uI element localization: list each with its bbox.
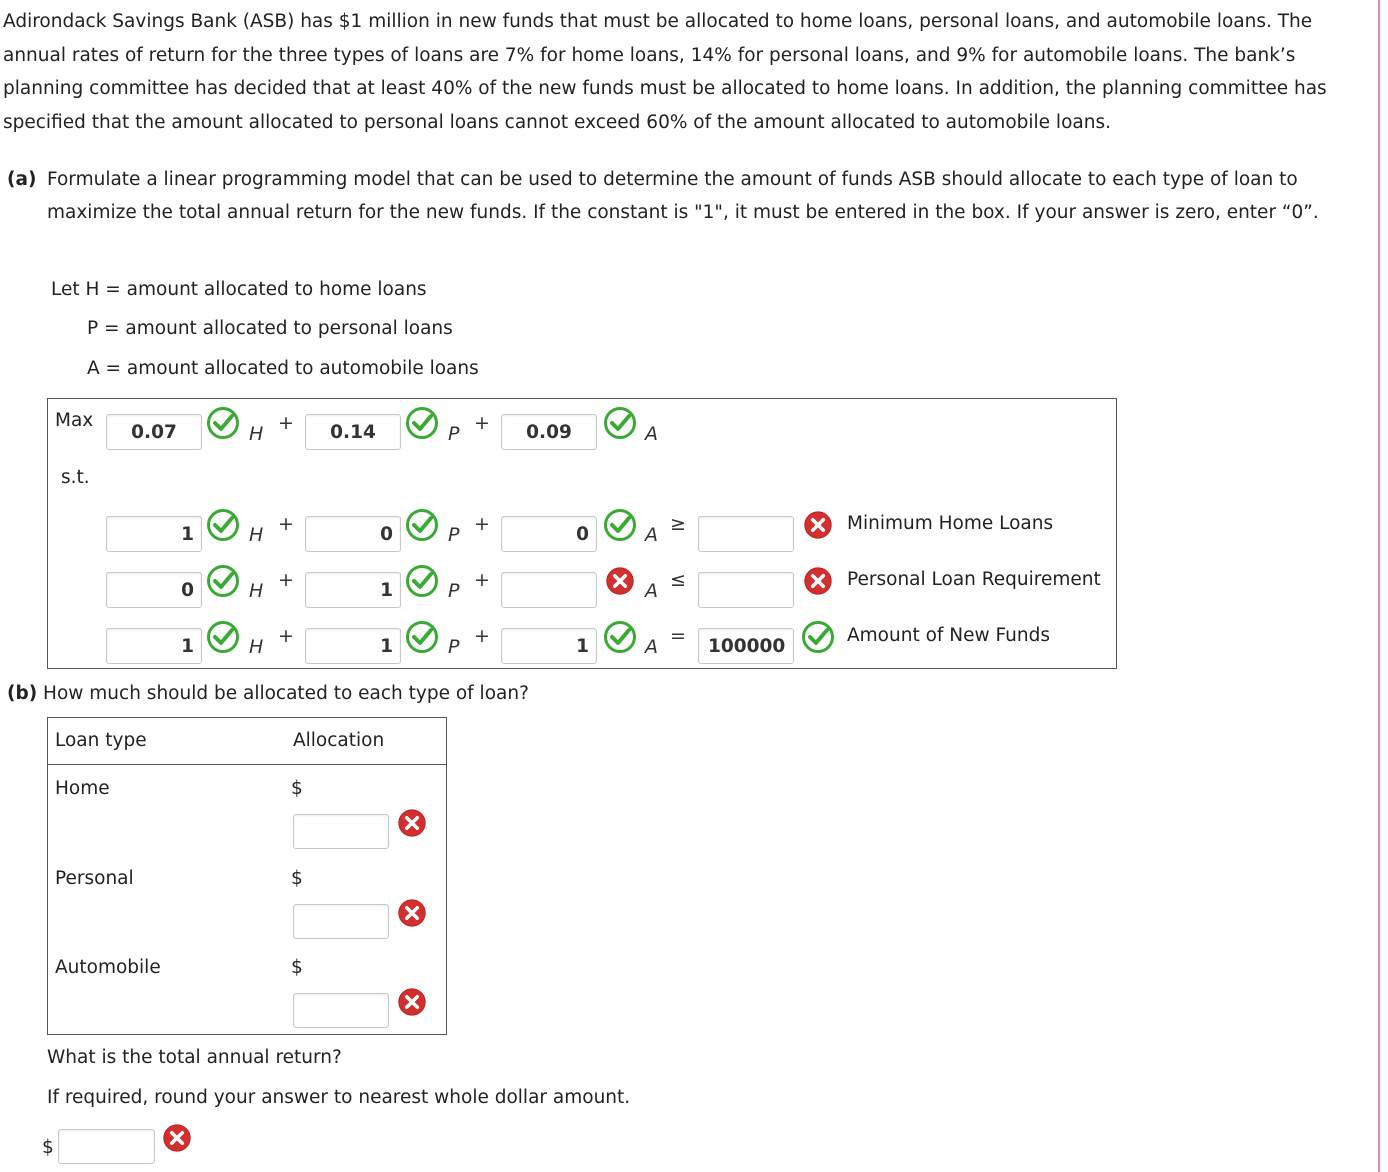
relation-lte: ≤ [670, 569, 686, 591]
row-automobile-label: Automobile [55, 957, 161, 978]
var-h: H [249, 524, 264, 546]
plus-sign: + [278, 569, 294, 591]
var-p: P [448, 580, 460, 602]
plus-sign: + [474, 412, 490, 434]
var-p: P [448, 423, 460, 445]
max-label: Max [55, 410, 94, 431]
plus-sign: + [278, 513, 294, 535]
check-icon [603, 406, 637, 440]
x-icon [803, 510, 833, 540]
relation-gte: ≥ [670, 513, 686, 535]
c3-coef-h[interactable]: 1 [106, 628, 202, 664]
check-icon [206, 406, 240, 440]
check-icon [206, 564, 240, 598]
part-a-label: (a) [7, 169, 37, 190]
personal-allocation-input[interactable] [293, 904, 389, 939]
row-home-label: Home [55, 778, 110, 799]
var-a: A [645, 580, 658, 602]
part-b-prompt [7, 677, 529, 710]
c3-coef-a[interactable]: 1 [501, 628, 597, 664]
check-icon [206, 508, 240, 542]
c2-coef-h[interactable]: 0 [106, 572, 202, 608]
automobile-allocation-input[interactable] [293, 993, 389, 1028]
plus-sign: + [278, 625, 294, 647]
problem-intro: Adirondack Savings Bank (ASB) has $1 million in new funds that must be allocated to home loans, personal loans, and automobile loans. The annual rates of return for the three types of loans are 7% for home loans, 14% for personal loans, and 9% for automobile loans. The bank’s planning committee has decided that at least 40% of the new funds must be allocated to home loans. In addition, the planning committee has specified that the amount allocated to personal loans cannot exceed 60% of the amount allocated to automobile loans. [3, 11, 1327, 133]
rounding-note: If required, round your answer to nearest whole dollar amount. [47, 1087, 631, 1108]
plus-sign: + [474, 625, 490, 647]
header-loan-type: Loan type [55, 730, 147, 751]
dollar-sign: $ [42, 1137, 54, 1158]
check-icon [206, 620, 240, 654]
part-a-prompt [7, 163, 1357, 229]
check-icon [801, 620, 835, 654]
var-a: A [645, 636, 658, 658]
check-icon [405, 508, 439, 542]
plus-sign: + [474, 513, 490, 535]
var-h: H [249, 423, 264, 445]
definition-h: Let H = amount allocated to home loans [51, 279, 427, 300]
c1-name: Minimum Home Loans [847, 513, 1054, 534]
definition-p: P = amount allocated to personal loans [87, 318, 453, 339]
c3-name: Amount of New Funds [847, 625, 1050, 646]
c2-coef-a[interactable] [501, 572, 597, 608]
lp-model-box [47, 398, 1117, 669]
var-a: A [645, 524, 658, 546]
plus-sign: + [278, 412, 294, 434]
part-b-label: (b) [7, 683, 38, 704]
row-personal-label: Personal [55, 868, 134, 889]
table-header-divider [48, 764, 446, 765]
part-a-text: Formulate a linear programming model that can be used to determine the amount of funds ASB should allocate to each type of loan to maximize the total annual return for the new funds. If the constant is "1", it must be entered in the box. If your answer is zero, enter “0”. [47, 169, 1319, 223]
dollar-sign: $ [291, 868, 303, 889]
c1-coef-a[interactable]: 0 [501, 516, 597, 552]
c1-rhs[interactable] [698, 516, 794, 552]
var-h: H [249, 636, 264, 658]
x-icon [162, 1123, 192, 1153]
header-allocation: Allocation [293, 730, 385, 751]
x-icon [605, 566, 635, 596]
check-icon [405, 564, 439, 598]
c3-coef-p[interactable]: 1 [305, 628, 401, 664]
c2-coef-p[interactable]: 1 [305, 572, 401, 608]
c2-rhs[interactable] [698, 572, 794, 608]
total-return-input[interactable] [58, 1129, 155, 1164]
objective-coef-p[interactable]: 0.14 [305, 414, 401, 450]
check-icon [603, 508, 637, 542]
var-h: H [249, 580, 264, 602]
part-b-text: How much should be allocated to each type of loan? [43, 683, 529, 704]
right-margin-rule [1378, 0, 1380, 1172]
objective-coef-h[interactable]: 0.07 [106, 414, 202, 450]
var-a: A [645, 423, 658, 445]
x-icon [803, 566, 833, 596]
var-p: P [448, 636, 460, 658]
total-return-question: What is the total annual return? [47, 1047, 342, 1068]
check-icon [405, 620, 439, 654]
allocation-table [47, 717, 447, 1035]
x-icon [397, 808, 427, 838]
dollar-sign: $ [291, 778, 303, 799]
x-icon [397, 898, 427, 928]
c3-rhs[interactable]: 100000 [698, 628, 794, 664]
c1-coef-h[interactable]: 1 [106, 516, 202, 552]
x-icon [397, 987, 427, 1017]
check-icon [603, 620, 637, 654]
st-label: s.t. [61, 467, 90, 488]
objective-coef-a[interactable]: 0.09 [501, 414, 597, 450]
home-allocation-input[interactable] [293, 814, 389, 849]
relation-eq: = [670, 625, 686, 647]
c2-name: Personal Loan Requirement [847, 569, 1101, 590]
plus-sign: + [474, 569, 490, 591]
definition-a: A = amount allocated to automobile loans [87, 358, 479, 379]
dollar-sign: $ [291, 957, 303, 978]
c1-coef-p[interactable]: 0 [305, 516, 401, 552]
check-icon [405, 406, 439, 440]
var-p: P [448, 524, 460, 546]
